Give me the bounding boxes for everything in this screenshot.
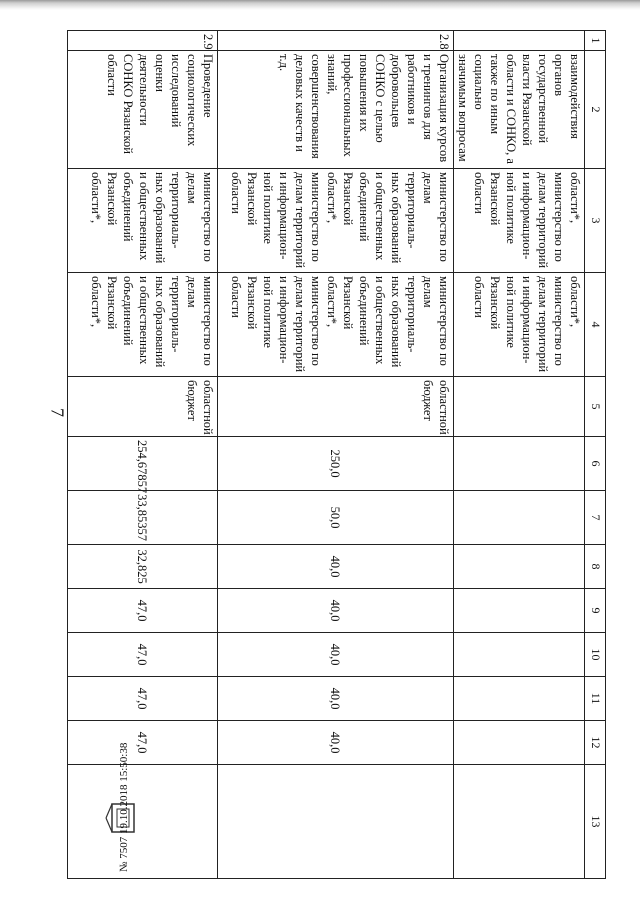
amount-year — [454, 491, 585, 545]
row-number: 2.8 — [218, 31, 454, 51]
header-cell: 9 — [585, 589, 606, 633]
amount-year — [454, 589, 585, 633]
header-cell: 8 — [585, 545, 606, 589]
amount-year: 40,0 — [218, 677, 454, 721]
header-cell: 5 — [585, 377, 606, 437]
main-manager: министерство по делам территориаль-ных образований и общественных объединений Рязанской области*, министерство по делам территорий и информацион-ной политике Рязанской области — [218, 273, 454, 377]
header-cell: 1 — [585, 31, 606, 51]
header-cell: 13 — [585, 765, 606, 879]
amount-year: 32,825 — [68, 545, 218, 589]
header-cell: 12 — [585, 721, 606, 765]
responsible-executor: министерство по делам территориаль-ных образований и общественных объединений Рязанской области*, министерство по делам территорий и информацион-ной политике Рязанской области — [218, 169, 454, 273]
amount-year: 40,0 — [218, 589, 454, 633]
header-cell: 2 — [585, 51, 606, 169]
rotated-table-container — [58, 30, 606, 878]
amount-year: 50,0 — [218, 491, 454, 545]
amount-year: 40,0 — [218, 545, 454, 589]
main-manager: области*, министерство по делам территорий и информацион-ной политике Рязанской области — [454, 273, 585, 377]
measure-name: Проведение социологических исследований оценки деятельности СОНКО Рязанской области — [68, 51, 218, 169]
table-row — [68, 31, 218, 879]
registration-stamp: № 7507 19.10.2018 15:50:38 — [118, 742, 130, 872]
amount-total: 254,67857 — [68, 437, 218, 491]
amount-year: 47,0 — [68, 721, 218, 765]
funding-source — [454, 377, 585, 437]
header-cell: 7 — [585, 491, 606, 545]
amount-year: 47,0 — [68, 589, 218, 633]
amount-total — [454, 437, 585, 491]
responsible-executor: области*, министерство по делам территорий и информацион-ной политике Рязанской области — [454, 169, 585, 273]
amount-year: 47,0 — [68, 633, 218, 677]
amount-year — [454, 721, 585, 765]
amount-year — [454, 677, 585, 721]
main-manager: министерство по делам территориаль-ных образований и общественных объединений Рязанской области*, — [68, 273, 218, 377]
expected-result — [68, 765, 218, 879]
amount-year — [454, 545, 585, 589]
amount-year: 40,0 — [218, 721, 454, 765]
table-row — [218, 31, 454, 879]
amount-total: 250,0 — [218, 437, 454, 491]
measure-name: взаимодействия органов государственной власти Рязанской области и СОНКО, а также по иным социально значимым вопросам — [454, 51, 585, 169]
amount-year: 47,0 — [68, 677, 218, 721]
header-cell: 10 — [585, 633, 606, 677]
amount-year: 40,0 — [218, 633, 454, 677]
table-row — [454, 31, 585, 879]
funding-source: областной бюджет — [218, 377, 454, 437]
scan-edge — [0, 0, 640, 10]
header-cell: 11 — [585, 677, 606, 721]
header-cell: 4 — [585, 273, 606, 377]
header-cell: 6 — [585, 437, 606, 491]
amount-year — [454, 633, 585, 677]
header-row — [585, 31, 606, 879]
program-table — [67, 30, 606, 879]
page-number: 7 — [47, 408, 68, 417]
expected-result — [218, 765, 454, 879]
amount-year: 33,85357 — [68, 491, 218, 545]
responsible-executor: министерство по делам территориаль-ных образований и общественных объединений Рязанской области*, — [68, 169, 218, 273]
funding-source: областной бюджет — [68, 377, 218, 437]
row-number — [454, 31, 585, 51]
expected-result — [454, 765, 585, 879]
row-number: 2.9 — [68, 31, 218, 51]
header-cell: 3 — [585, 169, 606, 273]
measure-name: Организация курсов и тренингов для работников и добровольцев СОНКО с целью повышения их профессиональных знаний, совершенствования деловых качеств и т.д. — [218, 51, 454, 169]
